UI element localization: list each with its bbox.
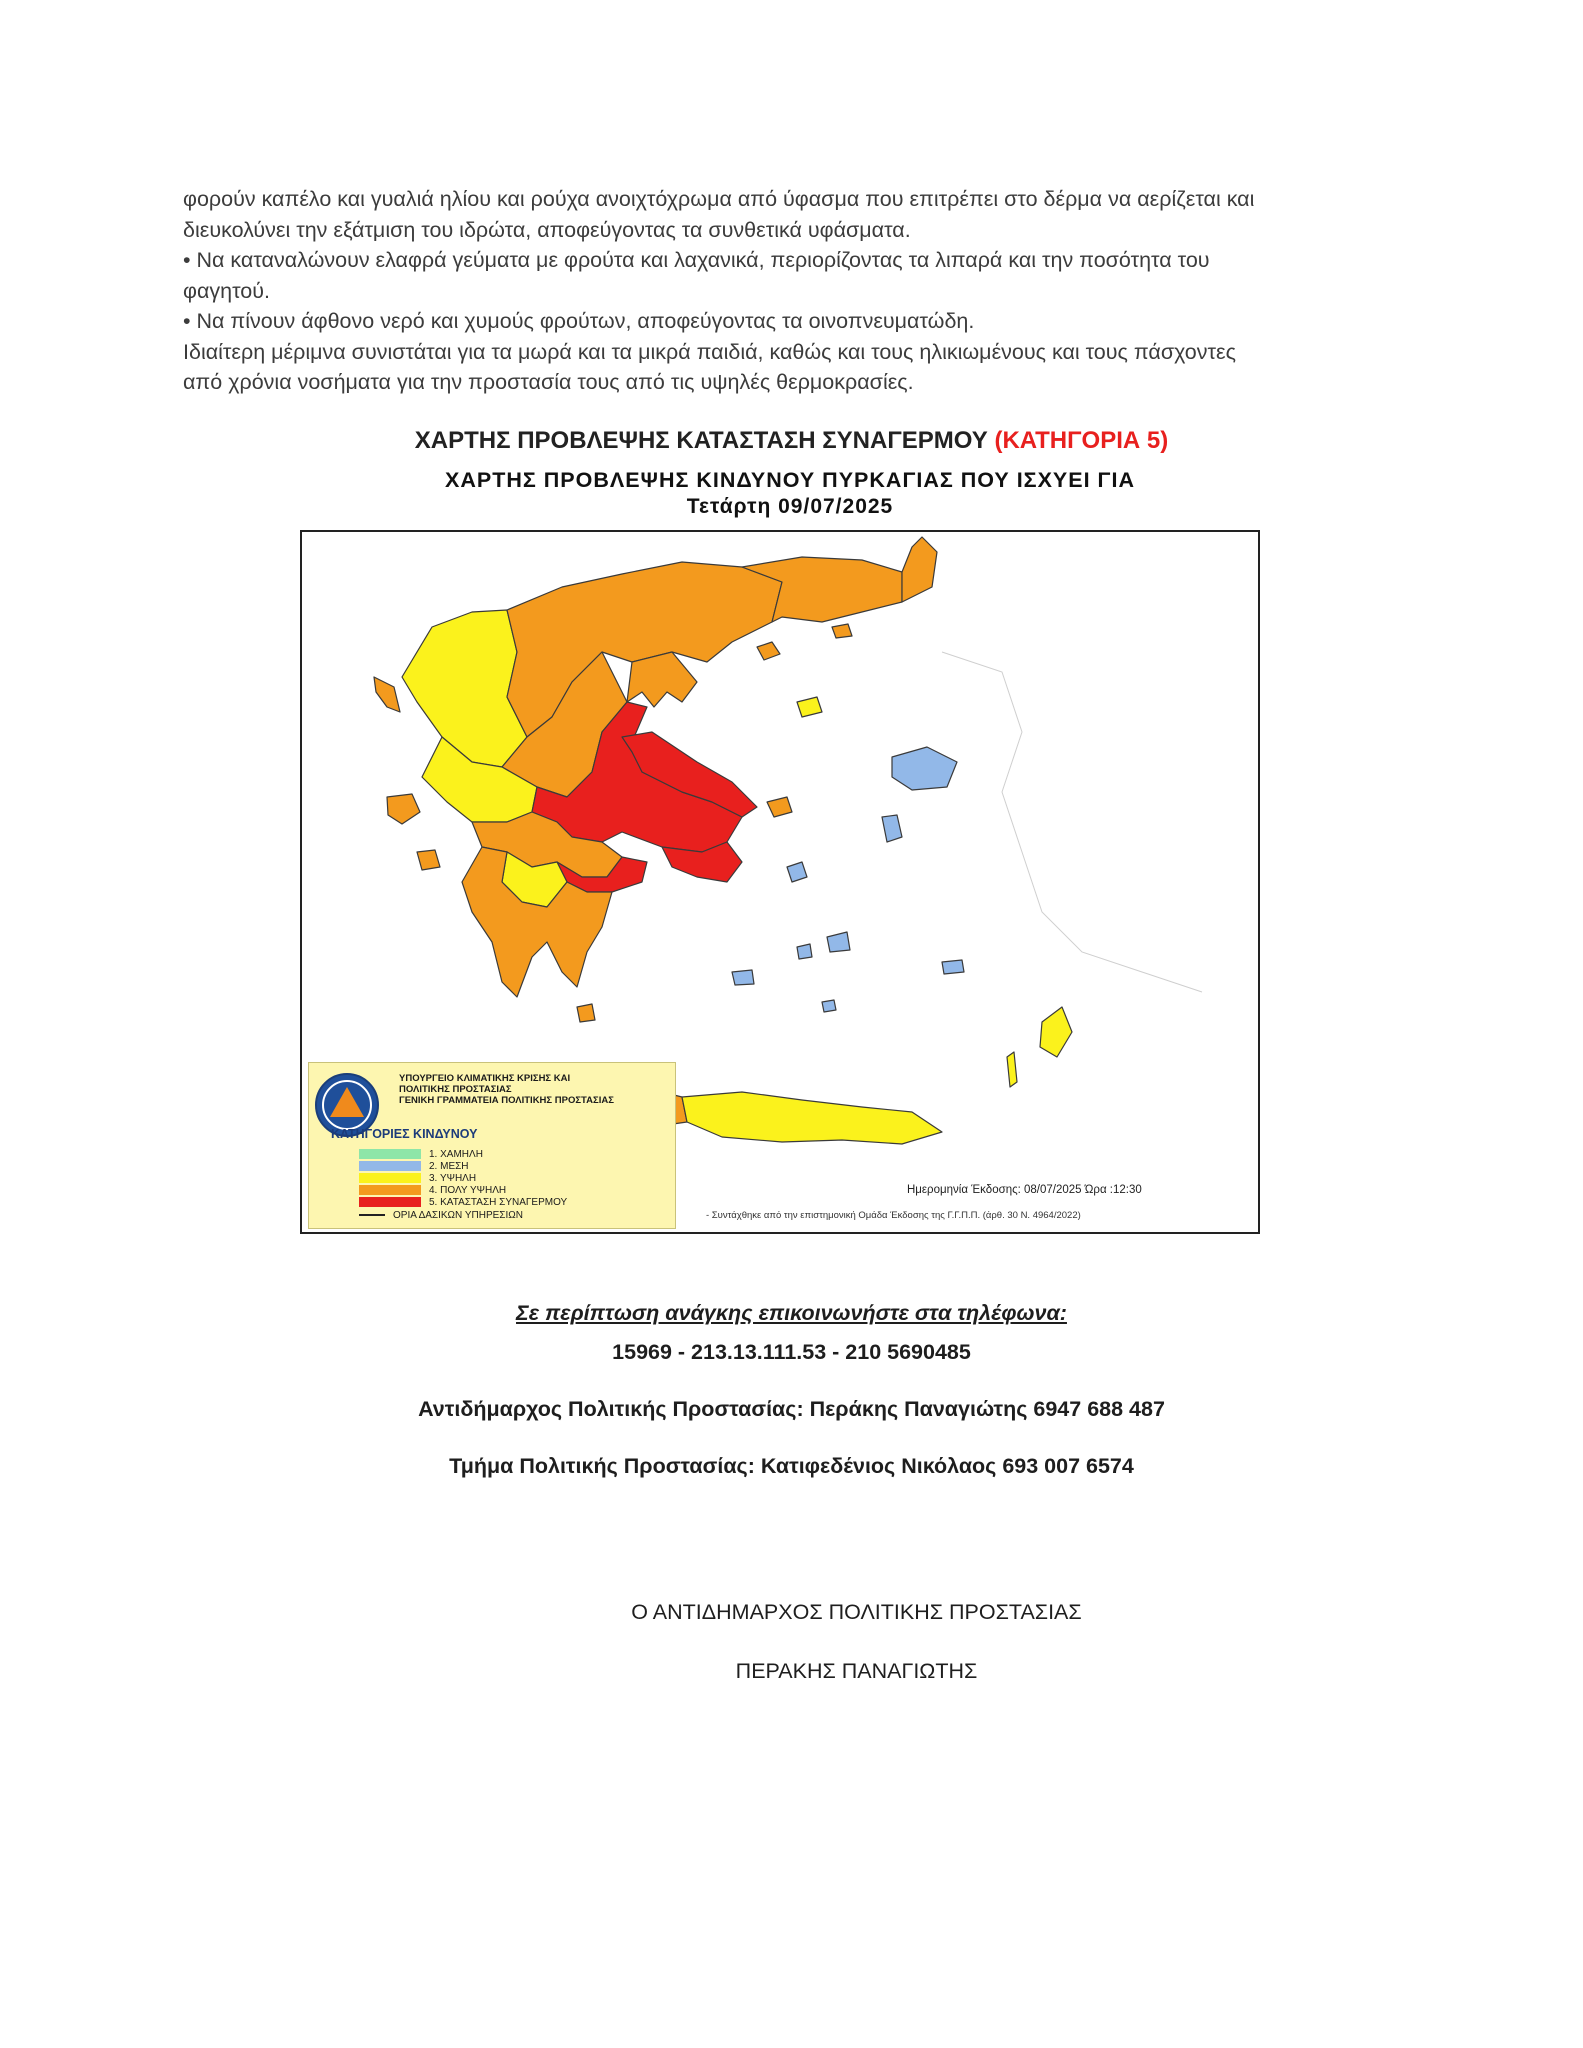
island-limnos bbox=[797, 697, 822, 717]
body-line: Ιδιαίτερη μέριμνα συνιστάται για τα μωρά και τα μικρά παιδιά, καθώς και τους ηλικιωμένους και τους πάσχοντες bbox=[183, 339, 1236, 364]
island-andros bbox=[787, 862, 807, 882]
legend-item-very-high: 4. ΠΟΛΥ ΥΨΗΛΗ bbox=[359, 1185, 506, 1196]
deputy-mayor-contact: Αντιδήμαρχος Πολιτικής Προστασίας: Περάκης Παναγιώτης 6947 688 487 bbox=[418, 1397, 1165, 1421]
department-contact: Τμήμα Πολιτικής Προστασίας: Κατιφεδένιος Νικόλαος 693 007 6574 bbox=[449, 1454, 1134, 1478]
map-title: ΧΑΡΤΗΣ ΠΡΟΒΛΕΨΗΣ ΚΙΝΔΥΝΟΥ ΠΥΡΚΑΓΙΑΣ ΠΟΥ ΙΣΧΥΕΙ ΓΙΑ bbox=[445, 468, 1135, 492]
signature-name: ΠΕΡΑΚΗΣ ΠΑΝΑΓΙΩΤΗΣ bbox=[735, 1659, 978, 1683]
island-rhodes bbox=[1040, 1007, 1072, 1057]
island-paros bbox=[797, 944, 812, 959]
island-naxos bbox=[827, 932, 850, 952]
island-corfu bbox=[374, 677, 400, 712]
island-kefalonia bbox=[387, 794, 420, 824]
legend-item-low: 1. ΧΑΜΗΛΗ bbox=[359, 1149, 483, 1160]
region-chalkidiki bbox=[627, 652, 697, 707]
body-line: • Να καταναλώνουν ελαφρά γεύματα με φρούτα και λαχανικά, περιορίζοντας τα λιπαρά και την ποσότητα του bbox=[183, 248, 1210, 272]
contact-heading: Σε περίπτωση ανάγκης επικοινωνήστε στα τηλέφωνα: bbox=[516, 1301, 1067, 1325]
island-skyros bbox=[767, 797, 792, 817]
body-line: φαγητού. bbox=[183, 278, 270, 303]
issue-date: Ημερομηνία Έκδοσης: 08/07/2025 Ώρα :12:30 bbox=[907, 1184, 1142, 1196]
map-heading bbox=[0, 427, 1583, 455]
emergency-phones: 15969 - 213.13.111.53 - 210 5690485 bbox=[612, 1340, 971, 1364]
legend-item-alarm: 5. ΚΑΤΑΣΤΑΣΗ ΣΥΝΑΓΕΡΜΟΥ bbox=[359, 1197, 567, 1208]
legend-item-medium: 2. ΜΕΣΗ bbox=[359, 1161, 469, 1172]
island-samothraki bbox=[832, 624, 852, 638]
island-zakynthos bbox=[417, 850, 440, 870]
body-line: φορούν καπέλο και γυαλιά ηλίου και ρούχα ανοιχτόχρωμα από ύφασμα που επιτρέπει στο δέρμα να αερίζεται και bbox=[183, 187, 1255, 211]
region-evros bbox=[902, 537, 937, 602]
map-heading-text: ΧΑΡΤΗΣ ΠΡΟΒΛΕΨΗΣ ΚΑΤΑΣΤΑΣΗ ΣΥΝΑΓΕΡΜΟΥ bbox=[414, 427, 995, 454]
body-line: • Να πίνουν άφθονο νερό και χυμούς φρούτων, αποφεύγοντας τα οινοπνευματώδη. bbox=[183, 309, 975, 333]
map-heading-category: (ΚΑΤΗΓΟΡΙΑ 5) bbox=[994, 427, 1169, 454]
fire-risk-map bbox=[290, 462, 1290, 1237]
map-frame bbox=[300, 530, 1260, 1234]
signature-title: Ο ΑΝΤΙΔΗΜΑΡΧΟΣ ΠΟΛΙΤΙΚΗΣ ΠΡΟΣΤΑΣΙΑΣ bbox=[631, 1600, 1082, 1624]
island-kythira bbox=[577, 1004, 595, 1022]
source-note: - Συντάχθηκε από την επιστημονική Ομάδα Έκδοσης της Γ.Γ.Π.Π. (άρθ. 30 Ν. 4964/2022) bbox=[706, 1210, 1081, 1221]
island-karpathos bbox=[1007, 1052, 1017, 1087]
map-legend bbox=[308, 1062, 676, 1229]
map-date: Τετάρτη 09/07/2025 bbox=[686, 495, 894, 518]
island-thasos bbox=[757, 642, 780, 660]
body-text bbox=[183, 184, 1363, 398]
island-kos bbox=[942, 960, 964, 974]
legend-title: ΚΑΤΗΓΟΡΙΕΣ ΚΙΝΔΥΝΟΥ bbox=[331, 1127, 478, 1141]
ministry-name: ΥΠΟΥΡΓΕΙΟ ΚΛΙΜΑΤΙΚΗΣ ΚΡΙΣΗΣ ΚΑΙ ΠΟΛΙΤΙΚΗΣ ΠΡΟΣΤΑΣΙΑΣ ΓΕΝΙΚΗ ΓΡΑΜΜΑΤΕΙΑ ΠΟΛΙΤΙΚΗΣ ΠΡΟΣΤΑΣΙΑΣ bbox=[399, 1073, 614, 1106]
legend-boundary: ΟΡΙΑ ΔΑΣΙΚΩΝ ΥΠΗΡΕΣΙΩΝ bbox=[359, 1210, 523, 1221]
island-santorini bbox=[822, 1000, 836, 1012]
island-crete-east bbox=[682, 1092, 942, 1144]
body-line: από χρόνια νοσήματα για την προστασία τους από τις υψηλές θερμοκρασίες. bbox=[183, 370, 914, 394]
island-milos bbox=[732, 970, 754, 985]
legend-item-high: 3. ΥΨΗΛΗ bbox=[359, 1173, 476, 1184]
island-lesvos bbox=[892, 747, 957, 790]
body-line: διευκολύνει την εξάτμιση του ιδρώτα, αποφεύγοντας τα συνθετικά υφάσματα. bbox=[183, 217, 911, 242]
region-epirus bbox=[402, 610, 527, 767]
island-chios bbox=[882, 815, 902, 842]
